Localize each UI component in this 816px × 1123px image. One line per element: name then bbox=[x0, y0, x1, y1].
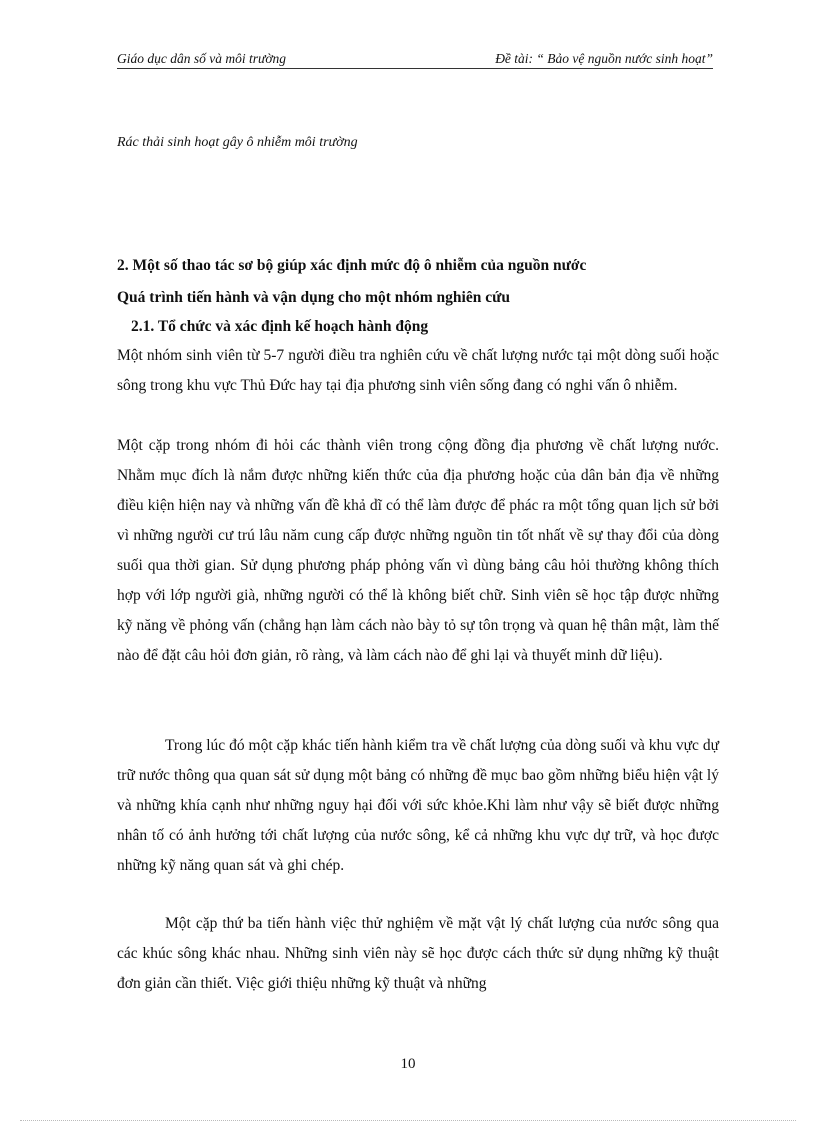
body-paragraph: Trong lúc đó một cặp khác tiến hành kiểm tra về chất lượng của dòng suối và khu vực dự trữ nước thông qua quan sát sử dụng một bảng có những đề mục bao gồm những biểu hiện vật lý và những khía cạnh như những nguy hại đối với sức khỏe.Khi làm như vậy sẽ biết được những nhân tố có ảnh hưởng tới chất lượng của nước sông, kể cả những khu vực dự trữ, và học được những kỹ năng quan sát và ghi chép. bbox=[117, 737, 719, 874]
body-paragraph: Một nhóm sinh viên từ 5-7 người điều tra nghiên cứu về chất lượng nước tại một dòng suối hoặc sông trong khu vực Thủ Đức hay tại địa phương sinh viên sống đang có nghi vấn ô nhiễm. bbox=[117, 347, 719, 394]
body-paragraph: Một cặp trong nhóm đi hỏi các thành viên trong cộng đồng địa phương về chất lượng nước. Nhằm mục đích là nắm được những kiến thức của địa phương hoặc của dân bản địa về những điều kiện hiện nay và những vấn đề khả dĩ có thể làm được để phác ra một tổng quan lịch sử bởi vì những người cư trú lâu năm cung cấp được những nguồn tin tốt nhất về sự thay đổi của dòng suối qua thời gian. Sử dụng phương pháp phỏng vấn vì dùng bảng câu hỏi thường không thích hợp với lớp người già, những người có thể là không biết chữ. Sinh viên sẽ học tập được những kỹ năng về phỏng vấn (chẳng hạn làm cách nào bày tỏ sự tôn trọng và quan hệ thân mật, làm thế nào để đặt câu hỏi đơn giản, rõ ràng, và làm cách nào để ghi lại và thuyết minh dữ liệu). bbox=[117, 437, 719, 664]
section-heading: 2. Một số thao tác sơ bộ giúp xác định mức độ ô nhiễm của nguồn nước bbox=[117, 257, 587, 274]
header-left-text: Giáo dục dân số và môi trường bbox=[117, 51, 287, 66]
image-caption: Rác thải sinh hoạt gây ô nhiễm môi trường bbox=[117, 135, 358, 150]
body-paragraph: Một cặp thứ ba tiến hành việc thử nghiệm về mặt vật lý chất lượng của nước sông qua các khúc sông khác nhau. Những sinh viên này sẽ học được cách thức sử dụng những kỹ thuật đơn giản cần thiết. Việc giới thiệu những kỹ thuật và những bbox=[117, 915, 719, 992]
subsection-title: Quá trình tiến hành và vận dụng cho một nhóm nghiên cứu bbox=[117, 289, 511, 306]
page-number: 10 bbox=[400, 1056, 416, 1072]
running-header bbox=[117, 50, 713, 69]
header-right-text: Đề tài: “ Bảo vệ nguồn nước sinh hoạt” bbox=[495, 51, 713, 66]
page-bottom-rule bbox=[20, 1120, 796, 1121]
subsection-heading: 2.1. Tổ chức và xác định kế hoạch hành động bbox=[131, 318, 429, 335]
